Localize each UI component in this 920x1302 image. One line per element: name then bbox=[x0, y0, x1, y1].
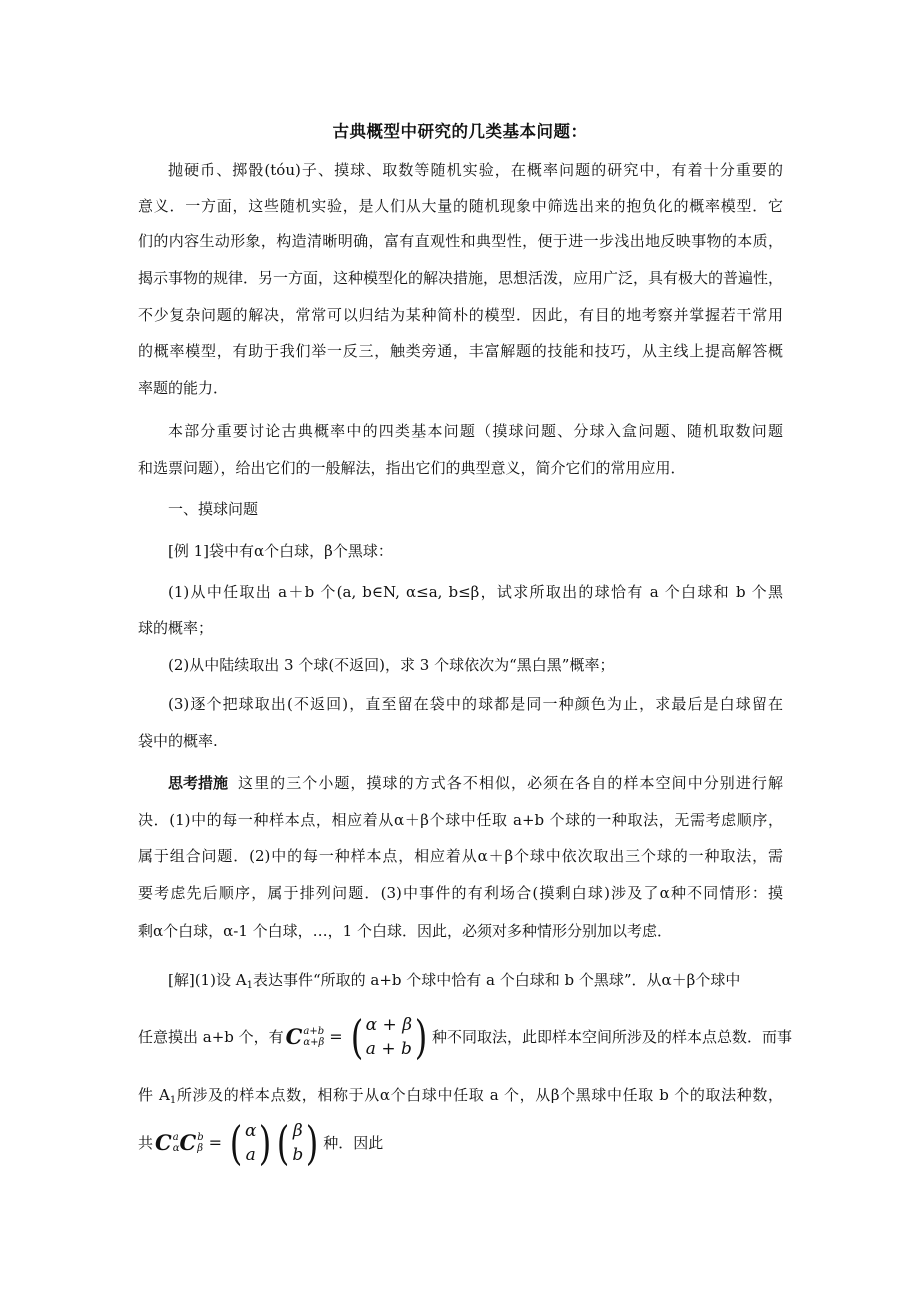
solution-text: 种．因此 bbox=[323, 1134, 384, 1152]
think-line: 剩α个白球，α-1 个白球，…，1 个白球．因此，必须对多种情形分别加以考虑． bbox=[138, 922, 672, 940]
solution-text: 种不同取法，此即样本空间所涉及的样本点总数．而事 bbox=[431, 1028, 792, 1046]
question-3: (3)逐个把球取出(不返回)，直至留在袋中的球都是同一种颜色为止，求最后是白球留在 bbox=[168, 695, 783, 713]
subscript: α+β bbox=[303, 1037, 325, 1048]
scope-line: 本部分重要讨论古典概率中的四类基本问题（摸球问题、分球入盒问题、随机取数问题 bbox=[168, 422, 783, 440]
think-line: 属于组合问题．(2)中的每一种样本点，相应着从α＋β个球中依次取出三个球的一种取法，需 bbox=[138, 847, 783, 865]
solution-text: 任意摸出 a+b 个，有 bbox=[138, 1028, 284, 1046]
combination-symbol: C bbox=[285, 1024, 303, 1049]
think-line: 决．(1)中的每一种样本点，相应着从α＋β个球中任取 a+b 个球的一种取法，无需考虑顺序， bbox=[138, 811, 783, 829]
solution-text: 共 bbox=[138, 1134, 154, 1152]
binomial-top: α bbox=[244, 1121, 257, 1141]
left-paren: ( bbox=[277, 1116, 290, 1170]
subscript: α bbox=[172, 1143, 180, 1154]
combination-scripts bbox=[173, 1132, 180, 1154]
question-1-cont: 球的概率； bbox=[138, 619, 214, 637]
right-paren: ) bbox=[259, 1116, 272, 1170]
solution-line-3 bbox=[138, 1085, 783, 1111]
combination-product bbox=[155, 1116, 321, 1170]
right-paren: ) bbox=[305, 1116, 319, 1170]
intro-line: 意义．一方面，这些随机实验，是人们从大量的随机现象中筛选出来的抱负化的概率模型．它 bbox=[138, 197, 783, 215]
subscript: β bbox=[197, 1143, 203, 1154]
think-label: 思考措施 bbox=[168, 774, 229, 792]
solution-line-1 bbox=[168, 970, 740, 996]
binomial-bottom: b bbox=[292, 1145, 304, 1165]
equals-sign: = bbox=[208, 1133, 223, 1152]
binomial-bottom: a + b bbox=[365, 1039, 412, 1059]
left-paren: ( bbox=[350, 1010, 363, 1064]
solution-text: [解](1)设 A bbox=[168, 971, 247, 989]
page-title: 古典概型中研究的几类基本问题： bbox=[332, 122, 588, 141]
solution-line-2 bbox=[138, 1012, 792, 1062]
binomial-bottom: a bbox=[245, 1145, 256, 1165]
subscript: 1 bbox=[246, 980, 253, 991]
solution-text: 件 A bbox=[138, 1086, 170, 1104]
intro-line: 揭示事物的规律．另一方面，这种模型化的解决措施，思想活泼，应用广泛，具有极大的普遍性， bbox=[138, 269, 784, 287]
think-line bbox=[168, 773, 783, 793]
superscript: a+b bbox=[303, 1026, 325, 1037]
intro-line: 的概率模型，有助于我们举一反三，触类旁通，丰富解题的技能和技巧，从主线上提高解答概 bbox=[138, 342, 783, 360]
example-statement: [例 1]袋中有α个白球，β个黑球： bbox=[168, 542, 393, 560]
combination-symbol: C bbox=[179, 1130, 197, 1155]
binomial-top: β bbox=[292, 1121, 303, 1141]
intro-line: 们的内容生动形象，构造清晰明确，富有直观性和典型性，便于进一步浅出地反映事物的本质， bbox=[138, 232, 783, 250]
question-1: (1)从中任取出 a＋b 个(a, b∈N, α≤a, b≤β，试求所取出的球恰有 a 个白球和 b 个黑 bbox=[168, 583, 783, 601]
subscript: 1 bbox=[169, 1095, 177, 1106]
combination-symbol: C bbox=[155, 1130, 172, 1155]
superscript: b bbox=[197, 1132, 204, 1143]
intro-line: 抛硬币、掷骰(tóu)子、摸球、取数等随机实验，在概率问题的研究中，有着十分重要的 bbox=[168, 161, 783, 179]
combination-scripts bbox=[303, 1026, 324, 1048]
combination-scripts bbox=[197, 1132, 203, 1154]
intro-line: 率题的能力． bbox=[138, 379, 229, 397]
think-text: 这里的三个小题，摸球的方式各不相似，必须在各自的样本空间中分别进行解 bbox=[238, 774, 783, 792]
question-2: (2)从中陆续取出 3 个球(不返回)，求 3 个球依次为“黑白黑”概率； bbox=[168, 656, 615, 674]
solution-text: 表达事件“所取的 a+b 个球中恰有 a 个白球和 b 个黑球”．从α＋β个球中 bbox=[252, 971, 741, 989]
binomial bbox=[292, 1119, 303, 1167]
solution-line-4 bbox=[138, 1118, 383, 1168]
question-3-cont: 袋中的概率. bbox=[138, 732, 218, 750]
think-line: 要考虑先后顺序，属于排列问题．(3)中事件的有利场合(摸剩白球)涉及了α种不同情形：摸 bbox=[138, 884, 783, 902]
section-heading: 一、摸球问题 bbox=[168, 500, 259, 518]
intro-line: 不少复杂问题的解决，常常可以归结为某种简朴的模型．因此，有目的地考察并掌握若干常用 bbox=[138, 306, 783, 324]
scope-line: 和选票问题），给出它们的一般解法，指出它们的典型意义，简介它们的常用应用． bbox=[138, 459, 686, 477]
binomial bbox=[245, 1119, 256, 1167]
right-paren: ) bbox=[414, 1010, 428, 1064]
binomial-top: α + β bbox=[365, 1015, 413, 1035]
binomial bbox=[366, 1013, 412, 1061]
combination-formula bbox=[285, 1010, 430, 1064]
superscript: a bbox=[172, 1132, 179, 1143]
solution-text: 所涉及的样本点数，相称于从α个白球中任取 a 个，从β个黑球中任取 b 个的取法种数， bbox=[176, 1086, 783, 1104]
left-paren: ( bbox=[229, 1116, 243, 1170]
equals-sign: = bbox=[329, 1027, 343, 1046]
